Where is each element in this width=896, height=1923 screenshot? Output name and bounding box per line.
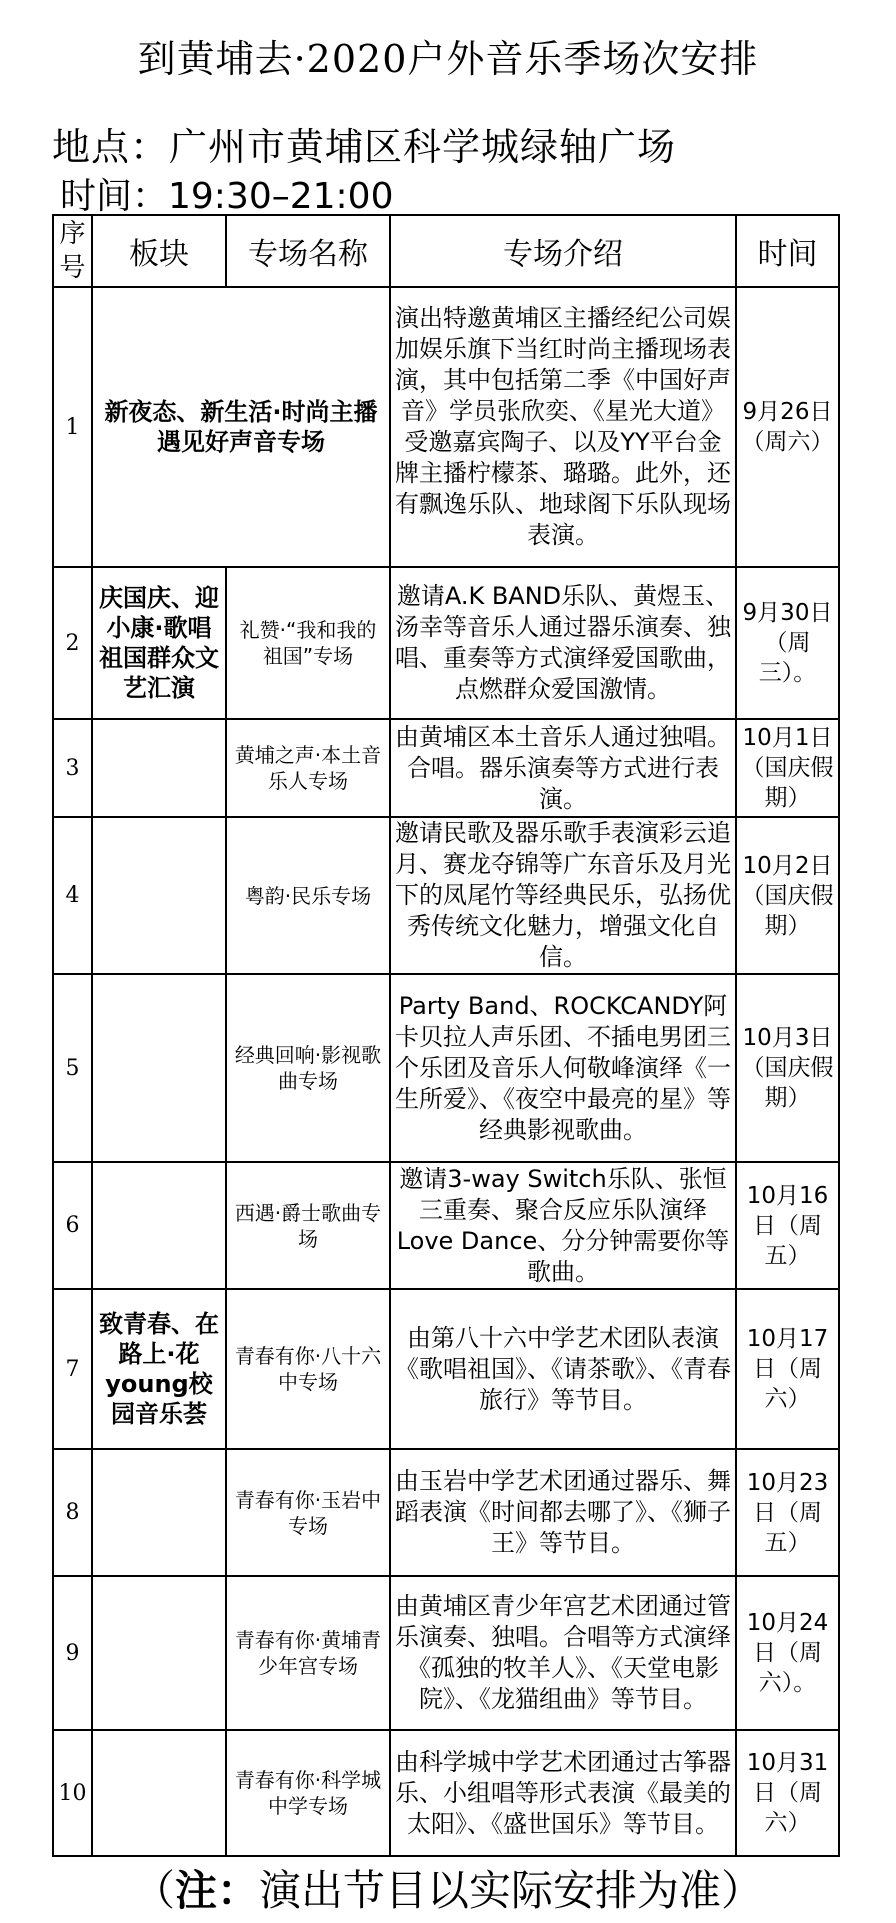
row-name: 礼赞·“我和我的祖国”专场 xyxy=(226,567,390,719)
row-intro: 由科学城中学艺术团通过古筝器乐、小组唱等形式表演《最美的太阳》、《盛世国乐》等节目。 xyxy=(390,1730,736,1856)
header-name: 专场名称 xyxy=(226,215,390,287)
table-row xyxy=(53,974,839,1162)
table-row xyxy=(53,1289,839,1449)
row-intro: Party Band、ROCKCANDY阿卡贝拉人声乐团、不插电男团三个乐团及音乐人何敬峰演绎《一生所爱》、《夜空中最亮的星》等经典影视歌曲。 xyxy=(390,974,736,1162)
row-number: 2 xyxy=(53,567,92,719)
row-date: 10月2日（国庆假期） xyxy=(736,817,839,974)
row-name: 经典回响·影视歌曲专场 xyxy=(226,974,390,1162)
row-intro: 由黄埔区本土音乐人通过独唱。合唱。器乐演奏等方式进行表演。 xyxy=(390,719,736,817)
row-date: 9月30日（周三）。 xyxy=(736,567,839,719)
header-block: 板块 xyxy=(92,215,226,287)
row-block xyxy=(92,1576,226,1730)
header-date: 时间 xyxy=(736,215,839,287)
row-date: 10月24日（周六）。 xyxy=(736,1576,839,1730)
table-row xyxy=(53,1730,839,1856)
row-date: 10月17日（周六） xyxy=(736,1289,839,1449)
row-date: 10月16日（周五） xyxy=(736,1162,839,1289)
row-date: 10月1日（国庆假期） xyxy=(736,719,839,817)
row-number: 8 xyxy=(53,1449,92,1576)
row-block: 新夜态、新生活·时尚主播遇见好声音专场 xyxy=(92,287,390,567)
table-row xyxy=(53,1449,839,1576)
row-name: 青春有你·八十六中专场 xyxy=(226,1289,390,1449)
table-row xyxy=(53,817,839,974)
row-block xyxy=(92,817,226,974)
table-row xyxy=(53,287,839,567)
table-row xyxy=(53,1576,839,1730)
row-block: 致青春、在路上·花young校园音乐荟 xyxy=(92,1289,226,1449)
row-intro: 由第八十六中学艺术团队表演《歌唱祖国》、《请茶歌》、《青春旅行》等节目。 xyxy=(390,1289,736,1449)
footnote-text: 演出节目以实际安排为准） xyxy=(259,1866,764,1915)
row-intro: 邀请民歌及器乐歌手表演彩云追月、赛龙夺锦等广东音乐及月光下的凤尾竹等经典民乐，弘扬优秀传统文化魅力，增强文化自信。 xyxy=(390,817,736,974)
header-intro: 专场介绍 xyxy=(390,215,736,287)
footnote-label: 注： xyxy=(174,1866,259,1915)
row-block xyxy=(92,1449,226,1576)
row-name: 青春有你·黄埔青少年宫专场 xyxy=(226,1576,390,1730)
table-header-row xyxy=(53,215,839,287)
row-number: 9 xyxy=(53,1576,92,1730)
row-name: 粤韵·民乐专场 xyxy=(226,817,390,974)
row-number: 4 xyxy=(53,817,92,974)
row-date: 9月26日（周六） xyxy=(736,287,839,567)
row-date: 10月3日（国庆假期） xyxy=(736,974,839,1162)
schedule-table xyxy=(52,214,840,1857)
row-number: 5 xyxy=(53,974,92,1162)
time-line: 时间：19:30–21:00 xyxy=(60,176,394,217)
row-number: 6 xyxy=(53,1162,92,1289)
row-intro: 邀请3-way Switch乐队、张恒三重奏、聚合反应乐队演绎Love Dance、分分钟需要你等歌曲。 xyxy=(390,1162,736,1289)
row-name: 青春有你·玉岩中专场 xyxy=(226,1449,390,1576)
footnote-open-paren: （ xyxy=(132,1866,175,1915)
row-name: 黄埔之声·本土音乐人专场 xyxy=(226,719,390,817)
table-row xyxy=(53,719,839,817)
footnote xyxy=(0,1858,896,1918)
row-number: 3 xyxy=(53,719,92,817)
row-date: 10月31日（周六） xyxy=(736,1730,839,1856)
row-number: 1 xyxy=(53,287,92,567)
row-number: 10 xyxy=(53,1730,92,1856)
row-intro: 演出特邀黄埔区主播经纪公司娱加娱乐旗下当红时尚主播现场表演，其中包括第二季《中国好声音》学员张欣奕、《星光大道》受邀嘉宾陶子、以及YY平台金牌主播柠檬茶、璐璐。此外，还有飘逸乐队、地球阁下乐队现场表演。 xyxy=(390,287,736,567)
row-name: 青春有你·科学城中学专场 xyxy=(226,1730,390,1856)
row-intro: 由玉岩中学艺术团通过器乐、舞蹈表演《时间都去哪了》、《狮子王》等节目。 xyxy=(390,1449,736,1576)
row-block xyxy=(92,974,226,1162)
row-date: 10月23日（周五） xyxy=(736,1449,839,1576)
location-line: 地点：广州市黄埔区科学城绿轴广场 xyxy=(52,125,677,169)
page-title: 到黄埔去·2020户外音乐季场次安排 xyxy=(137,37,759,81)
header-no: 序号 xyxy=(53,215,92,287)
row-name: 西遇·爵士歌曲专场 xyxy=(226,1162,390,1289)
table-row xyxy=(53,1162,839,1289)
row-block: 庆国庆、迎小康·歌唱祖国群众文艺汇演 xyxy=(92,567,226,719)
row-block xyxy=(92,1730,226,1856)
row-block xyxy=(92,1162,226,1289)
row-intro: 由黄埔区青少年宫艺术团通过管乐演奏、独唱。合唱等方式演绎《孤独的牧羊人》、《天堂电影院》、《龙猫组曲》等节目。 xyxy=(390,1576,736,1730)
row-number: 7 xyxy=(53,1289,92,1449)
table-row xyxy=(53,567,839,719)
row-block xyxy=(92,719,226,817)
row-intro: 邀请A.K BAND乐队、黄煜玉、汤幸等音乐人通过器乐演奏、独唱、重奏等方式演绎爱国歌曲，点燃群众爱国激情。 xyxy=(390,567,736,719)
